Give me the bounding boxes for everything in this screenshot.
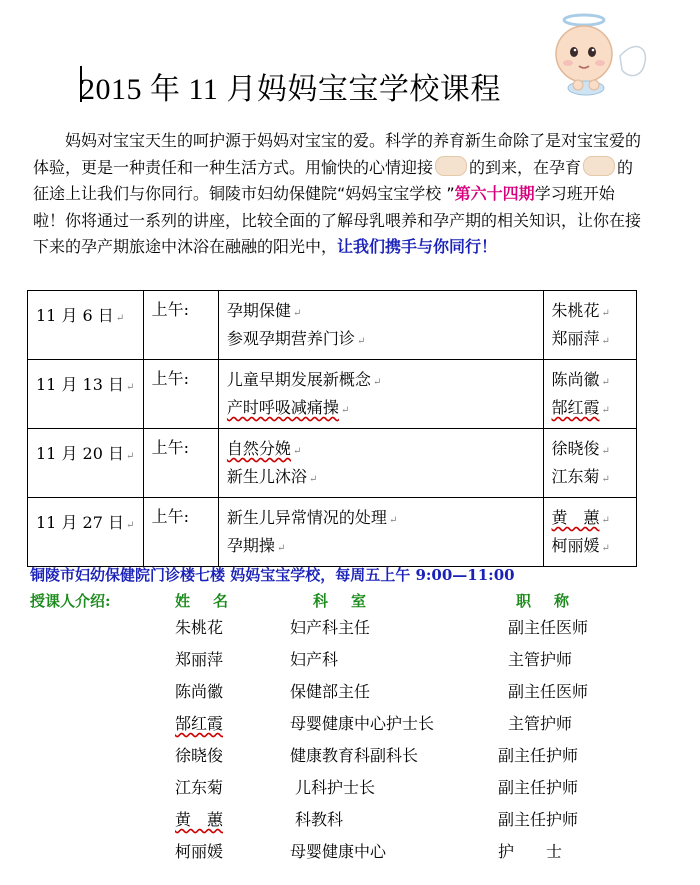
instructor-dept: 儿科护士长 xyxy=(295,778,376,797)
intro-text-1: 妈妈对宝宝天生的呵护源于妈妈对宝宝的爱。科学的养育新生命除了是对宝宝爱的体验，更是一种责任和一种生活方式。用愉快的心情迎接 xyxy=(33,131,642,177)
teacher: 柯丽媛 xyxy=(551,536,600,555)
topic: 参观孕期营养门诊 xyxy=(226,329,355,348)
instructor-name: 郑丽萍 xyxy=(175,650,224,669)
schedule-topics: 新生儿异常情况的处理 ↵ 孕期操 ↵ xyxy=(218,498,543,567)
topic: 孕期操 xyxy=(226,536,275,555)
teacher: 郑丽萍 xyxy=(551,329,600,348)
topic: 新生儿沐浴 xyxy=(226,467,307,486)
col-header-name: 姓 名 xyxy=(175,592,233,610)
schedule-date: 11 月 13 日 ↵ xyxy=(28,360,144,429)
instructor-title: 副主任护师 xyxy=(498,746,579,765)
instructor-title: 主管护师 xyxy=(508,714,573,733)
schedule-date: 11 月 6 日 ↵ xyxy=(28,291,144,360)
topic: 产时呼吸减痛操 xyxy=(226,398,339,417)
col-header-dept: 科 室 xyxy=(313,592,371,610)
schedule-time: 上午: xyxy=(143,291,218,360)
schedule-time: 上午: xyxy=(143,429,218,498)
teacher: 黄 蕙 xyxy=(551,508,600,527)
schedule-teachers: 朱桃花 ↵ 郑丽萍 ↵ xyxy=(543,291,636,360)
location-line: 铜陵市妇幼保健院门诊楼七楼 妈妈宝宝学校，每周五上午 9:00—11:00 xyxy=(30,566,515,584)
instructors-heading: 授课人介绍: xyxy=(30,592,111,610)
intro-text-2: 的到来，在孕育 xyxy=(469,157,582,177)
instructor-name: 柯丽媛 xyxy=(175,842,224,861)
intro-text-4: 学习班开始啦！你将通过一系列的讲座，比较全面的了解母乳喂养和孕产期的相关知识，让你在接下来的孕产期旅途中沐浴在融融的阳光中， xyxy=(33,184,642,256)
topic: 儿童早期发展新概念 xyxy=(226,370,371,389)
schedule-time: 上午: xyxy=(143,498,218,567)
instructor-title: 主管护师 xyxy=(508,650,573,669)
page-title: 2015 年 11 月妈妈宝宝学校课程 xyxy=(80,73,501,106)
baby-face-icon xyxy=(583,156,615,176)
instructor-dept: 母婴健康中心护士长 xyxy=(290,714,435,733)
col-header-title: 职 称 xyxy=(516,592,574,610)
instructor-dept: 科教科 xyxy=(295,810,344,829)
topic: 孕期保健 xyxy=(226,301,291,320)
baby-face-icon xyxy=(435,156,467,176)
instructor-dept: 保健部主任 xyxy=(290,682,371,701)
instructor-title: 副主任护师 xyxy=(498,810,579,829)
schedule-teachers: 陈尚徽 ↵ 郜红霞 ↵ xyxy=(543,360,636,429)
instructor-dept: 妇产科 xyxy=(290,650,339,669)
instructor-dept: 妇产科主任 xyxy=(290,618,371,637)
schedule-row xyxy=(28,429,637,498)
instructor-title: 副主任医师 xyxy=(508,618,589,637)
intro-paragraph xyxy=(33,128,645,261)
schedule-row xyxy=(28,498,637,567)
intro-text-3: 的征途上让我们与你同行。铜陵市妇幼保健院“妈妈宝宝学校 ” xyxy=(33,157,634,203)
topic: 新生儿异常情况的处理 xyxy=(226,508,387,527)
schedule-table xyxy=(27,290,637,567)
schedule-row xyxy=(28,360,637,429)
teacher: 朱桃花 xyxy=(551,301,600,320)
instructor-dept: 母婴健康中心 xyxy=(290,842,387,861)
session-number: 第六十四期 xyxy=(454,184,535,203)
schedule-date: 11 月 27 日 ↵ xyxy=(28,498,144,567)
schedule-time: 上午: xyxy=(143,360,218,429)
instructor-name: 黄 蕙 xyxy=(175,810,224,829)
angel-baby-icon xyxy=(532,8,652,98)
instructor-name: 陈尚徽 xyxy=(175,682,224,701)
teacher: 陈尚徽 xyxy=(551,370,600,389)
schedule-teachers: 黄 蕙 ↵ 柯丽媛 ↵ xyxy=(543,498,636,567)
schedule-topics: 自然分娩 ↵ 新生儿沐浴 ↵ xyxy=(218,429,543,498)
instructor-dept: 健康教育科副科长 xyxy=(290,746,419,765)
instructor-name: 朱桃花 xyxy=(175,618,224,637)
instructor-title: 副主任护师 xyxy=(498,778,579,797)
schedule-topics: 孕期保健 ↵ 参观孕期营养门诊 ↵ xyxy=(218,291,543,360)
instructor-title: 副主任医师 xyxy=(508,682,589,701)
topic: 自然分娩 xyxy=(226,439,291,458)
schedule-topics: 儿童早期发展新概念 ↵ 产时呼吸减痛操 ↵ xyxy=(218,360,543,429)
instructor-title: 护 士 xyxy=(498,842,563,861)
instructor-name: 郜红霞 xyxy=(175,714,224,733)
instructor-name: 江东菊 xyxy=(175,778,224,797)
intro-slogan: 让我们携手与你同行！ xyxy=(337,237,498,256)
schedule-date: 11 月 20 日 ↵ xyxy=(28,429,144,498)
teacher: 江东菊 xyxy=(551,467,600,486)
teacher: 徐晓俊 xyxy=(551,439,600,458)
teacher: 郜红霞 xyxy=(551,398,600,417)
schedule-row xyxy=(28,291,637,360)
instructor-name: 徐晓俊 xyxy=(175,746,224,765)
schedule-teachers: 徐晓俊 ↵ 江东菊 ↵ xyxy=(543,429,636,498)
